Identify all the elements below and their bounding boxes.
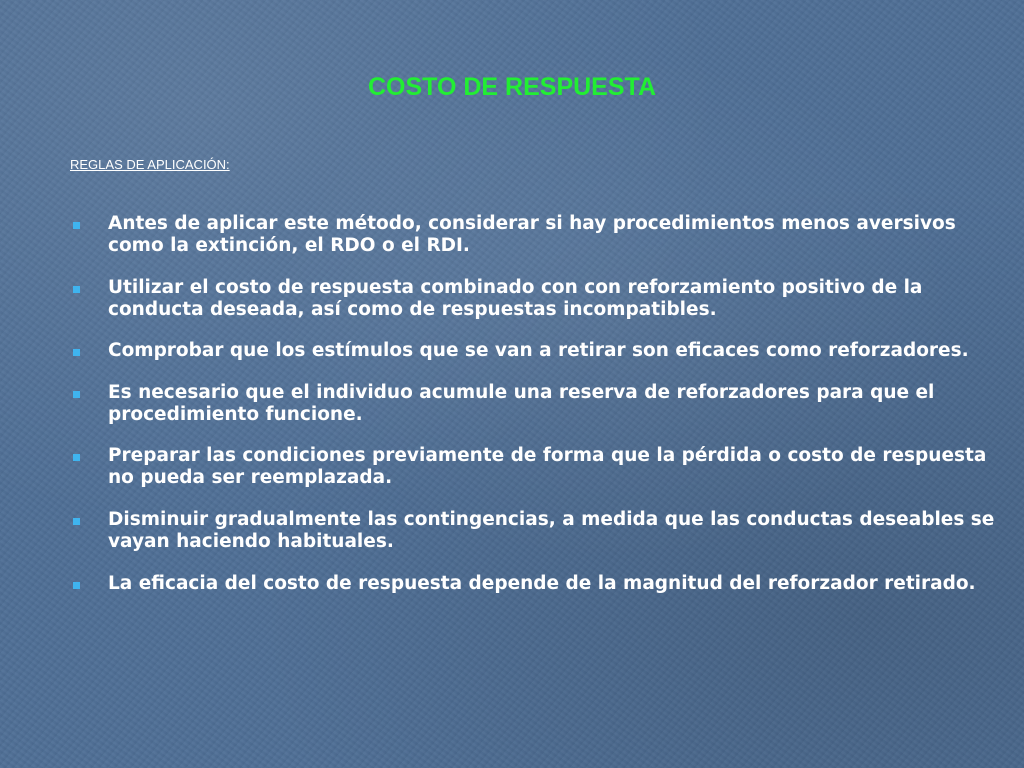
list-item — [70, 445, 1005, 489]
square-bullet-icon — [73, 222, 80, 229]
square-bullet-icon — [73, 518, 80, 525]
list-item — [70, 213, 1005, 257]
rule-text: Antes de aplicar este método, considerar si hay procedimientos menos aversivos como la extinción, el RDO o el RDI. — [108, 213, 956, 256]
rule-text: Utilizar el costo de respuesta combinado con con reforzamiento positivo de la conducta deseada, así como de respuestas incompatibles. — [108, 276, 923, 320]
list-item — [70, 277, 1005, 321]
list-item — [70, 382, 1005, 426]
rules-list — [70, 213, 1005, 614]
list-item — [70, 509, 1005, 553]
slide-title: COSTO DE RESPUESTA — [367, 73, 656, 101]
square-bullet-icon — [73, 454, 80, 461]
square-bullet-icon — [73, 349, 80, 356]
list-item — [70, 573, 1005, 595]
rule-text: Es necesario que el individuo acumule una reserva de reforzadores para que el procedimiento funcione. — [108, 381, 935, 425]
square-bullet-icon — [73, 391, 80, 398]
rule-text: La eficacia del costo de respuesta depende de la magnitud del reforzador retirado. — [108, 572, 976, 594]
slide-subtitle: REGLAS DE APLICACIÓN: — [70, 157, 230, 172]
rule-text: Preparar las condiciones previamente de forma que la pérdida o costo de respuesta no pueda ser reemplazada. — [108, 445, 987, 489]
square-bullet-icon — [73, 286, 80, 293]
square-bullet-icon — [73, 582, 80, 589]
rule-text: Comprobar que los estímulos que se van a retirar son eficaces como reforzadores. — [108, 340, 969, 362]
rule-text: Disminuir gradualmente las contingencias, a medida que las conductas deseables se vayan haciendo habituales. — [108, 508, 995, 552]
list-item — [70, 340, 1005, 362]
